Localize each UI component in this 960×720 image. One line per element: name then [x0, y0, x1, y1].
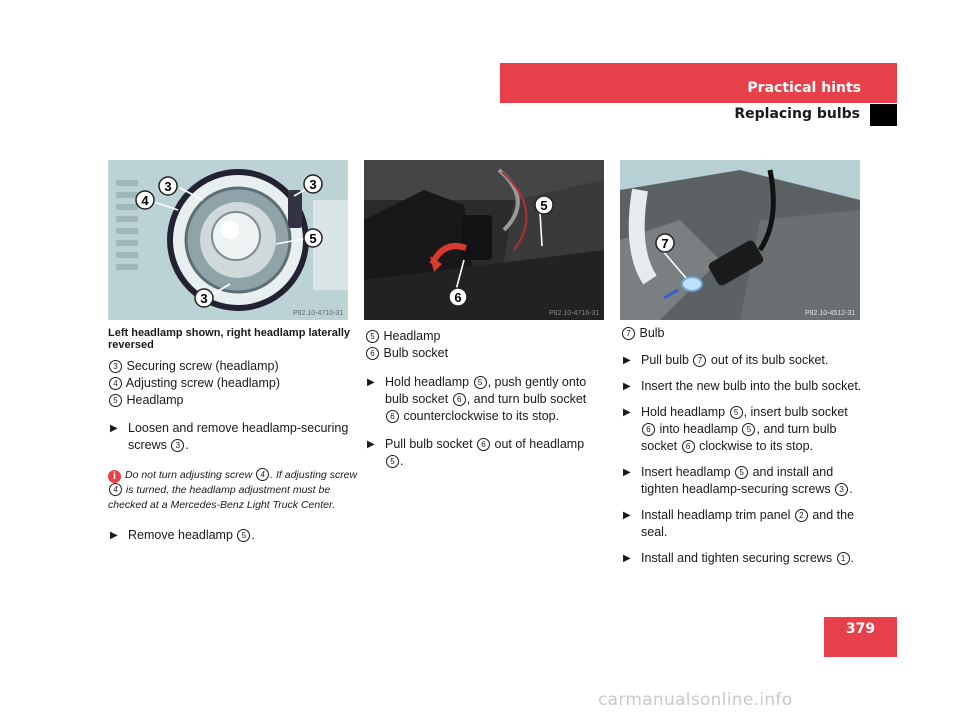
info-icon: i [108, 470, 121, 483]
bullet-arrow-icon: ▶ [623, 510, 631, 521]
step: ▶ Insert the new bulb into the bulb socket. [623, 379, 862, 393]
legend-item: 6 Bulb socket [365, 345, 600, 362]
step: ▶ Remove headlamp 5 . [110, 528, 255, 542]
step: ▶ Hold headlamp 5 , push gently onto bulb socket 6 , and turn bulb socket 6 counterclockwise to its stop. [367, 375, 587, 423]
callout-5: 5 [540, 198, 548, 213]
callout-3b: 3 [309, 177, 317, 192]
photo-code: P82.10-4710-31 [293, 310, 344, 317]
bullet-arrow-icon: ▶ [623, 355, 631, 366]
thumb-tab [870, 104, 897, 126]
legend-item: 7 Bulb [621, 325, 866, 342]
column-1 [108, 327, 358, 544]
bullet-arrow-icon: ▶ [110, 530, 118, 541]
bullet-arrow-icon: ▶ [367, 377, 375, 388]
step: ▶ Install and tighten securing screws 1 . [623, 551, 855, 565]
bullet-arrow-icon: ▶ [623, 381, 631, 392]
bullet-arrow-icon: ▶ [623, 553, 631, 564]
photo-code: P82.10-4512-31 [805, 310, 856, 317]
step: ▶ Insert headlamp 5 and install and tighten headlamp-securing screws 3 . [623, 465, 853, 496]
callout-3c: 3 [200, 291, 208, 306]
legend-item: 4 Adjusting screw (headlamp) [108, 375, 358, 392]
bullet-arrow-icon: ▶ [110, 423, 118, 434]
step: ▶ Pull bulb socket 6 out of headlamp 5 . [367, 437, 585, 468]
subsection-title: Replacing bulbs [734, 106, 860, 122]
bullet-arrow-icon: ▶ [367, 439, 375, 450]
column-3 [621, 325, 866, 567]
callout-4: 4 [141, 193, 149, 208]
step: ▶ Install headlamp trim panel 2 and the seal. [623, 508, 855, 539]
photo-code: P82.10-4716-31 [549, 310, 600, 317]
photo-caption: Left headlamp shown, right headlamp laterally reversed [108, 327, 351, 351]
callout-7: 7 [661, 236, 669, 251]
callout-3: 3 [164, 179, 172, 194]
column-2 [365, 328, 600, 470]
photo-bulb [620, 160, 860, 320]
callout-6: 6 [454, 290, 462, 305]
watermark: carmanualsonline.info [598, 690, 793, 710]
step: ▶ Loosen and remove headlamp-securing screws 3 . [110, 421, 349, 452]
section-title: Practical hints [747, 80, 861, 96]
callout-5: 5 [309, 231, 317, 246]
step: ▶ Hold headlamp 5 , insert bulb socket 6 into headlamp 5 , and turn bulb socket 6 clockwise to its stop. [623, 405, 848, 453]
section-header [500, 63, 897, 103]
legend-item: 3 Securing screw (headlamp) [108, 358, 358, 375]
photo-headlamp-front [108, 160, 348, 320]
page-number: 379 [824, 617, 897, 657]
bullet-arrow-icon: ▶ [623, 407, 631, 418]
step: ▶ Pull bulb 7 out of its bulb socket. [623, 353, 829, 367]
info-note: i Do not turn adjusting screw 4 . If adjusting screw 4 is turned, the headlamp adjustment must be checked at a Mercedes-Benz Light Truck Center. [108, 469, 358, 511]
bullet-arrow-icon: ▶ [623, 467, 631, 478]
legend-item: 5 Headlamp [365, 328, 600, 345]
legend-item: 5 Headlamp [108, 392, 358, 409]
photo-bulb-socket [364, 160, 604, 320]
